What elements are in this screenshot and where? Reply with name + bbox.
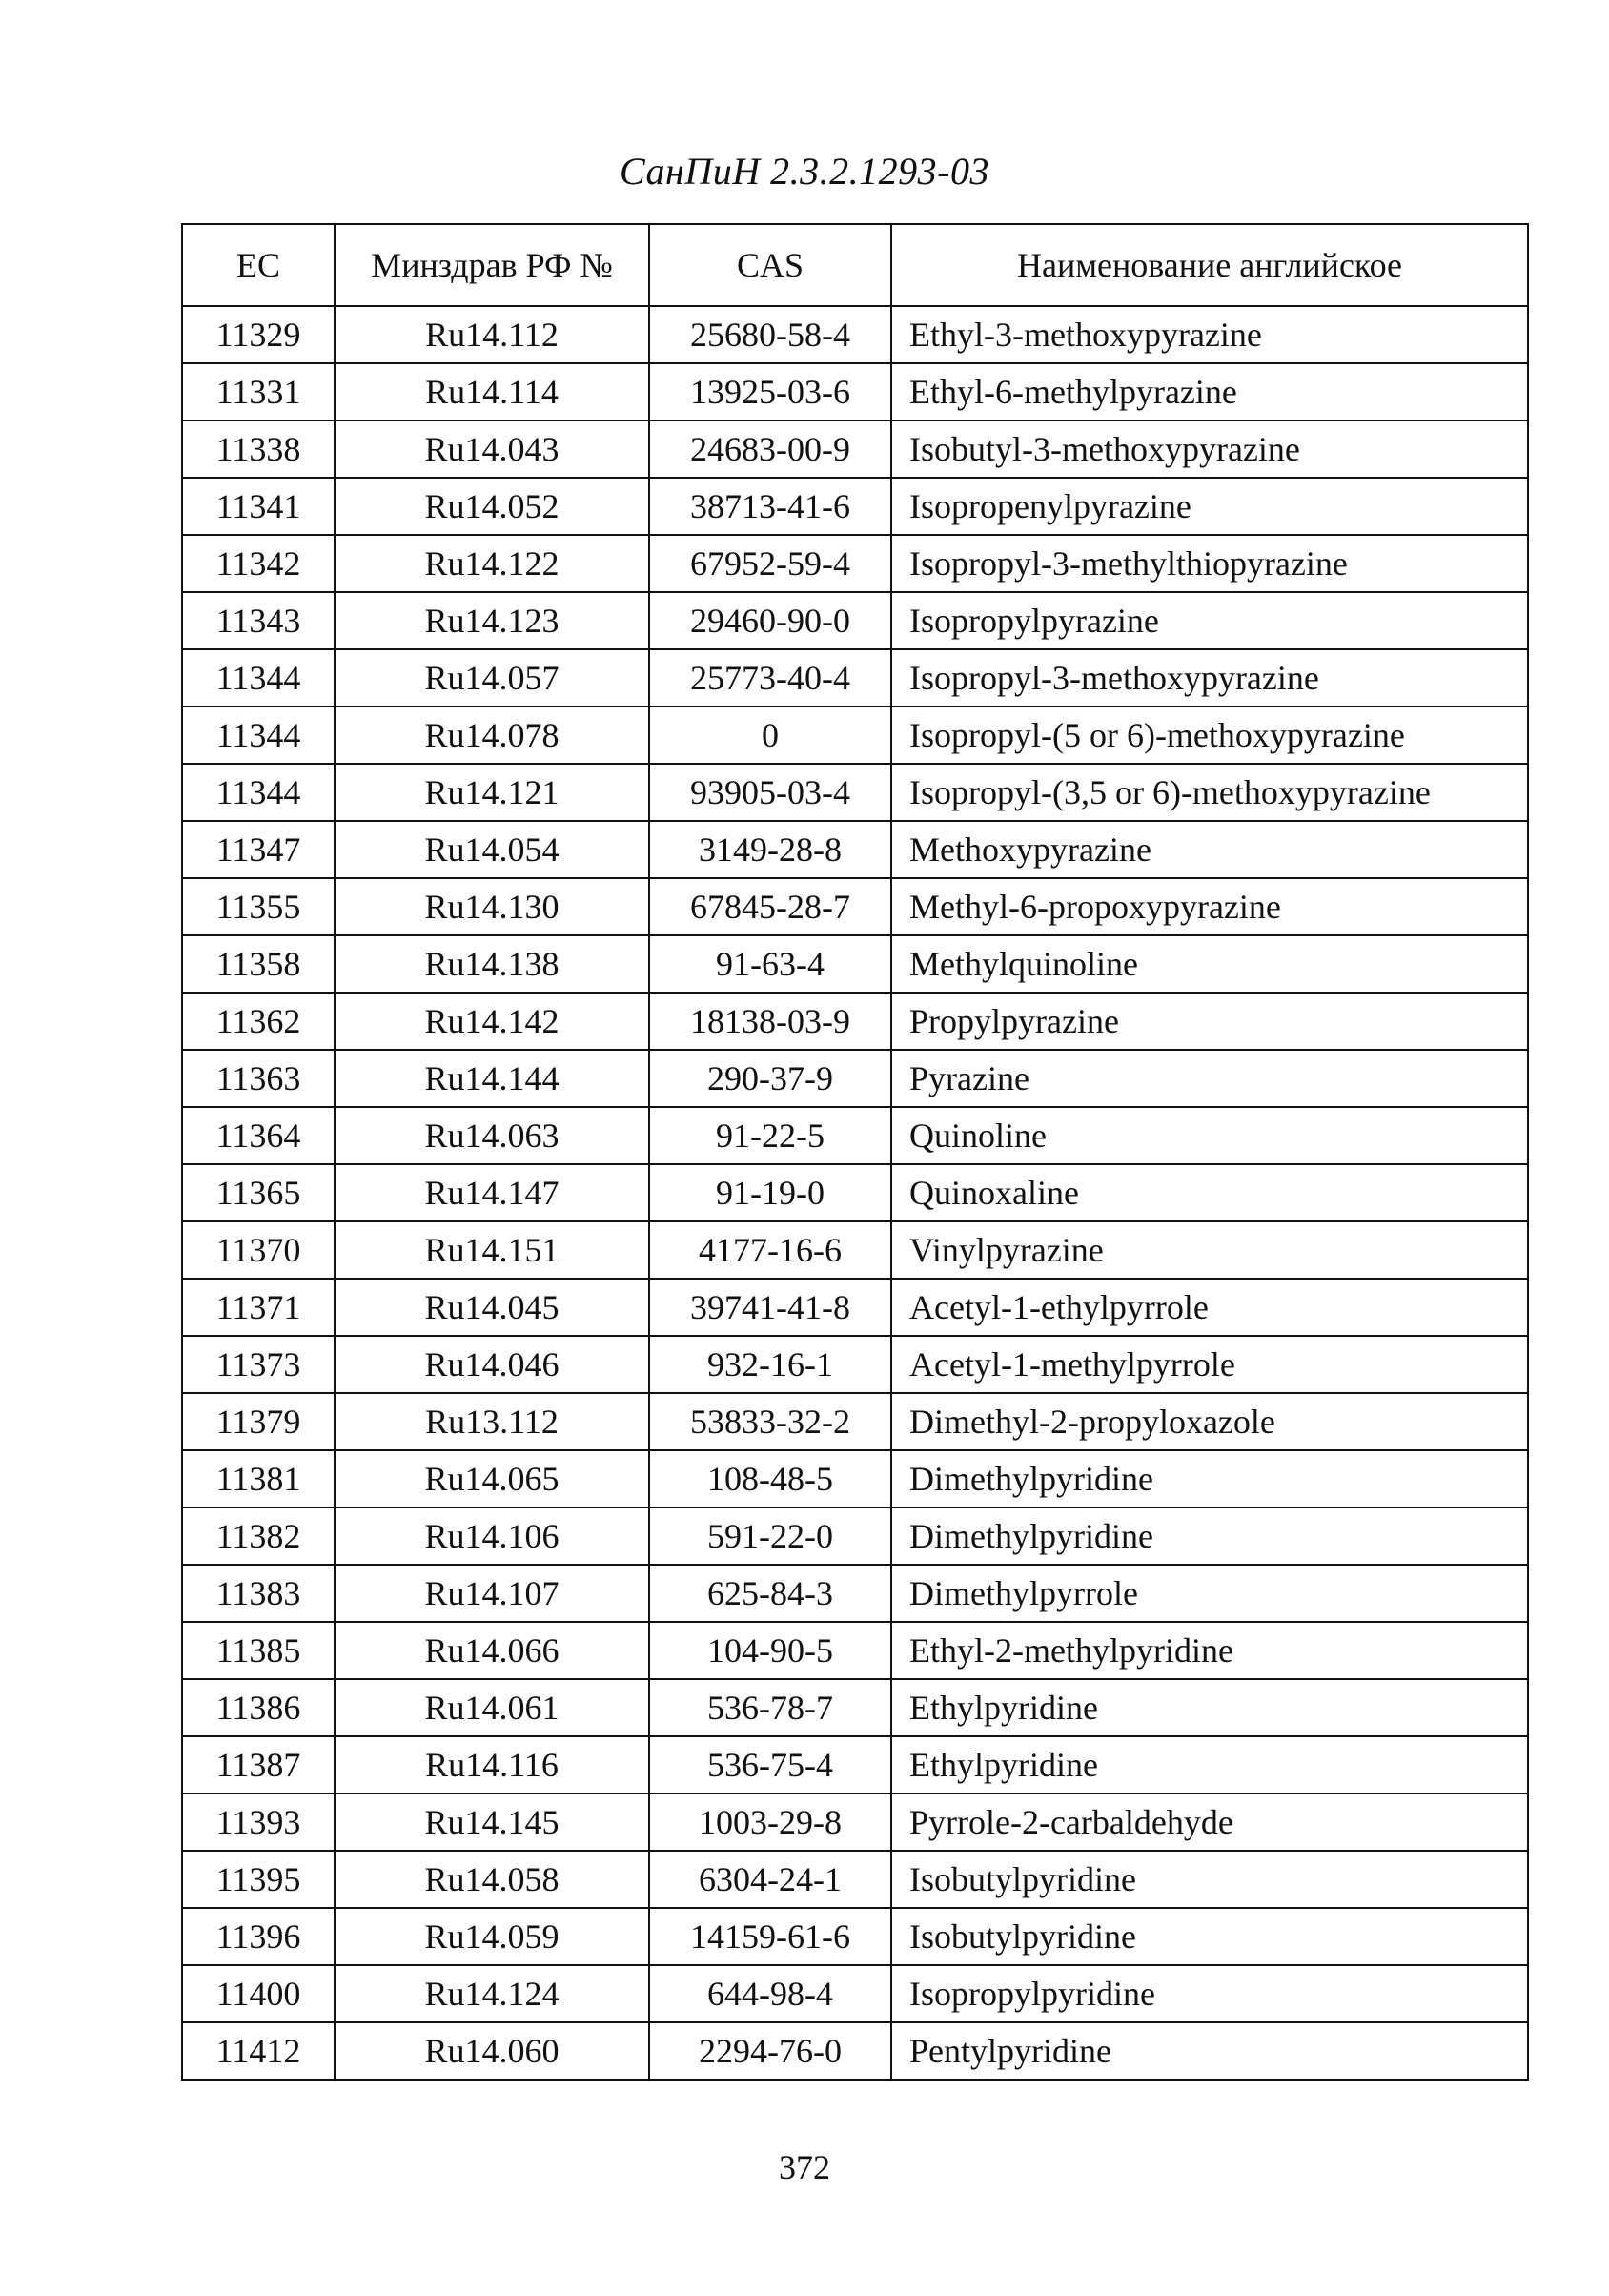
minzdrav-number-cell: Ru14.138 <box>335 935 649 993</box>
english-name-cell: Ethyl-2-methylpyridine <box>891 1622 1528 1679</box>
table-row <box>182 592 1528 649</box>
cas-cell: 18138-03-9 <box>649 993 891 1050</box>
english-name-cell: Isobutyl-3-methoxypyrazine <box>891 420 1528 478</box>
cas-cell: 108-48-5 <box>649 1450 891 1507</box>
column-header-ec: EC <box>182 224 335 306</box>
ec-cell: 11347 <box>182 821 335 878</box>
ec-cell: 11393 <box>182 1794 335 1851</box>
english-name-cell: Isobutylpyridine <box>891 1851 1528 1908</box>
table-row <box>182 764 1528 821</box>
ec-cell: 11355 <box>182 878 335 935</box>
minzdrav-number-cell: Ru14.145 <box>335 1794 649 1851</box>
table-row <box>182 306 1528 363</box>
table-row <box>182 821 1528 878</box>
column-header-cas: CAS <box>649 224 891 306</box>
cas-cell: 6304-24-1 <box>649 1851 891 1908</box>
ec-cell: 11395 <box>182 1851 335 1908</box>
minzdrav-number-cell: Ru14.058 <box>335 1851 649 1908</box>
table-row <box>182 649 1528 707</box>
english-name-cell: Propylpyrazine <box>891 993 1528 1050</box>
table-row <box>182 363 1528 420</box>
ec-cell: 11342 <box>182 535 335 592</box>
ec-cell: 11344 <box>182 707 335 764</box>
minzdrav-number-cell: Ru14.061 <box>335 1679 649 1736</box>
table-row <box>182 1794 1528 1851</box>
table-row <box>182 1107 1528 1164</box>
minzdrav-number-cell: Ru14.059 <box>335 1908 649 1965</box>
minzdrav-number-cell: Ru14.078 <box>335 707 649 764</box>
english-name-cell: Methyl-6-propoxypyrazine <box>891 878 1528 935</box>
document-header: СанПиН 2.3.2.1293-03 <box>620 150 989 193</box>
english-name-cell: Pentylpyridine <box>891 2022 1528 2080</box>
english-name-cell: Pyrrole-2-carbaldehyde <box>891 1794 1528 1851</box>
minzdrav-number-cell: Ru14.060 <box>335 2022 649 2080</box>
table-row <box>182 1393 1528 1450</box>
minzdrav-number-cell: Ru14.045 <box>335 1279 649 1336</box>
cas-cell: 29460-90-0 <box>649 592 891 649</box>
ec-cell: 11382 <box>182 1507 335 1565</box>
cas-cell: 93905-03-4 <box>649 764 891 821</box>
english-name-cell: Methylquinoline <box>891 935 1528 993</box>
table-row <box>182 1565 1528 1622</box>
minzdrav-number-cell: Ru14.151 <box>335 1221 649 1279</box>
english-name-cell: Dimethylpyridine <box>891 1450 1528 1507</box>
cas-cell: 13925-03-6 <box>649 363 891 420</box>
ec-cell: 11379 <box>182 1393 335 1450</box>
minzdrav-number-cell: Ru14.043 <box>335 420 649 478</box>
minzdrav-number-cell: Ru14.052 <box>335 478 649 535</box>
ec-cell: 11373 <box>182 1336 335 1393</box>
cas-cell: 644-98-4 <box>649 1965 891 2022</box>
table-row <box>182 1336 1528 1393</box>
minzdrav-number-cell: Ru14.114 <box>335 363 649 420</box>
minzdrav-number-cell: Ru14.065 <box>335 1450 649 1507</box>
cas-cell: 1003-29-8 <box>649 1794 891 1851</box>
cas-cell: 932-16-1 <box>649 1336 891 1393</box>
table-row <box>182 1050 1528 1107</box>
cas-cell: 3149-28-8 <box>649 821 891 878</box>
ec-cell: 11363 <box>182 1050 335 1107</box>
table-row <box>182 935 1528 993</box>
english-name-cell: Pyrazine <box>891 1050 1528 1107</box>
table-row <box>182 535 1528 592</box>
column-header-english-name: Наименование английское <box>891 224 1528 306</box>
cas-cell: 591-22-0 <box>649 1507 891 1565</box>
cas-cell: 25773-40-4 <box>649 649 891 707</box>
table-header-row <box>182 224 1528 306</box>
ec-cell: 11341 <box>182 478 335 535</box>
ec-cell: 11329 <box>182 306 335 363</box>
minzdrav-number-cell: Ru14.142 <box>335 993 649 1050</box>
cas-cell: 91-19-0 <box>649 1164 891 1221</box>
english-name-cell: Vinylpyrazine <box>891 1221 1528 1279</box>
cas-cell: 25680-58-4 <box>649 306 891 363</box>
english-name-cell: Isopropyl-(3,5 or 6)-methoxypyrazine <box>891 764 1528 821</box>
ec-cell: 11385 <box>182 1622 335 1679</box>
cas-cell: 67845-28-7 <box>649 878 891 935</box>
minzdrav-number-cell: Ru14.116 <box>335 1736 649 1794</box>
ec-cell: 11331 <box>182 363 335 420</box>
cas-cell: 0 <box>649 707 891 764</box>
cas-cell: 625-84-3 <box>649 1565 891 1622</box>
minzdrav-number-cell: Ru14.063 <box>335 1107 649 1164</box>
table-row <box>182 1164 1528 1221</box>
english-name-cell: Dimethyl-2-propyloxazole <box>891 1393 1528 1450</box>
table-row <box>182 1736 1528 1794</box>
ec-cell: 11396 <box>182 1908 335 1965</box>
ec-cell: 11344 <box>182 649 335 707</box>
minzdrav-number-cell: Ru14.046 <box>335 1336 649 1393</box>
minzdrav-number-cell: Ru14.057 <box>335 649 649 707</box>
table-row <box>182 1851 1528 1908</box>
ec-cell: 11344 <box>182 764 335 821</box>
minzdrav-number-cell: Ru14.147 <box>335 1164 649 1221</box>
english-name-cell: Isopropyl-(5 or 6)-methoxypyrazine <box>891 707 1528 764</box>
cas-cell: 536-78-7 <box>649 1679 891 1736</box>
minzdrav-number-cell: Ru14.144 <box>335 1050 649 1107</box>
cas-cell: 91-63-4 <box>649 935 891 993</box>
english-name-cell: Methoxypyrazine <box>891 821 1528 878</box>
ec-cell: 11386 <box>182 1679 335 1736</box>
ec-cell: 11358 <box>182 935 335 993</box>
cas-cell: 290-37-9 <box>649 1050 891 1107</box>
ec-cell: 11338 <box>182 420 335 478</box>
table-row <box>182 2022 1528 2080</box>
cas-cell: 39741-41-8 <box>649 1279 891 1336</box>
table-row <box>182 1279 1528 1336</box>
english-name-cell: Isopropylpyridine <box>891 1965 1528 2022</box>
table-row <box>182 993 1528 1050</box>
ec-cell: 11364 <box>182 1107 335 1164</box>
table-row <box>182 1679 1528 1736</box>
english-name-cell: Isobutylpyridine <box>891 1908 1528 1965</box>
ec-cell: 11383 <box>182 1565 335 1622</box>
ec-cell: 11381 <box>182 1450 335 1507</box>
english-name-cell: Ethyl-6-methylpyrazine <box>891 363 1528 420</box>
page-number: 372 <box>779 2148 830 2186</box>
minzdrav-number-cell: Ru14.123 <box>335 592 649 649</box>
cas-cell: 38713-41-6 <box>649 478 891 535</box>
ec-cell: 11362 <box>182 993 335 1050</box>
minzdrav-number-cell: Ru13.112 <box>335 1393 649 1450</box>
table-row <box>182 1450 1528 1507</box>
minzdrav-number-cell: Ru14.130 <box>335 878 649 935</box>
cas-cell: 24683-00-9 <box>649 420 891 478</box>
cas-cell: 4177-16-6 <box>649 1221 891 1279</box>
ec-cell: 11371 <box>182 1279 335 1336</box>
table-row <box>182 478 1528 535</box>
table-row <box>182 1965 1528 2022</box>
english-name-cell: Isopropenylpyrazine <box>891 478 1528 535</box>
english-name-cell: Isopropyl-3-methylthiopyrazine <box>891 535 1528 592</box>
table-row <box>182 1622 1528 1679</box>
english-name-cell: Isopropyl-3-methoxypyrazine <box>891 649 1528 707</box>
minzdrav-number-cell: Ru14.107 <box>335 1565 649 1622</box>
english-name-cell: Acetyl-1-methylpyrrole <box>891 1336 1528 1393</box>
minzdrav-number-cell: Ru14.054 <box>335 821 649 878</box>
cas-cell: 14159-61-6 <box>649 1908 891 1965</box>
minzdrav-number-cell: Ru14.124 <box>335 1965 649 2022</box>
english-name-cell: Quinoxaline <box>891 1164 1528 1221</box>
ec-cell: 11400 <box>182 1965 335 2022</box>
table-row <box>182 1507 1528 1565</box>
table-row <box>182 707 1528 764</box>
english-name-cell: Dimethylpyridine <box>891 1507 1528 1565</box>
english-name-cell: Ethylpyridine <box>891 1736 1528 1794</box>
table-row <box>182 1908 1528 1965</box>
english-name-cell: Ethyl-3-methoxypyrazine <box>891 306 1528 363</box>
ec-cell: 11343 <box>182 592 335 649</box>
english-name-cell: Dimethylpyrrole <box>891 1565 1528 1622</box>
table-body <box>182 306 1528 2080</box>
cas-cell: 53833-32-2 <box>649 1393 891 1450</box>
english-name-cell: Quinoline <box>891 1107 1528 1164</box>
english-name-cell: Isopropylpyrazine <box>891 592 1528 649</box>
cas-cell: 536-75-4 <box>649 1736 891 1794</box>
ec-cell: 11412 <box>182 2022 335 2080</box>
english-name-cell: Acetyl-1-ethylpyrrole <box>891 1279 1528 1336</box>
table-row <box>182 1221 1528 1279</box>
minzdrav-number-cell: Ru14.112 <box>335 306 649 363</box>
ec-cell: 11370 <box>182 1221 335 1279</box>
ec-cell: 11365 <box>182 1164 335 1221</box>
table-row <box>182 878 1528 935</box>
cas-cell: 67952-59-4 <box>649 535 891 592</box>
ec-cell: 11387 <box>182 1736 335 1794</box>
cas-cell: 91-22-5 <box>649 1107 891 1164</box>
minzdrav-number-cell: Ru14.121 <box>335 764 649 821</box>
minzdrav-number-cell: Ru14.122 <box>335 535 649 592</box>
table-row <box>182 420 1528 478</box>
english-name-cell: Ethylpyridine <box>891 1679 1528 1736</box>
flavoring-substances-table <box>181 223 1529 2081</box>
cas-cell: 2294-76-0 <box>649 2022 891 2080</box>
minzdrav-number-cell: Ru14.106 <box>335 1507 649 1565</box>
cas-cell: 104-90-5 <box>649 1622 891 1679</box>
minzdrav-number-cell: Ru14.066 <box>335 1622 649 1679</box>
column-header-minzdrav-number: Минздрав РФ № <box>335 224 649 306</box>
